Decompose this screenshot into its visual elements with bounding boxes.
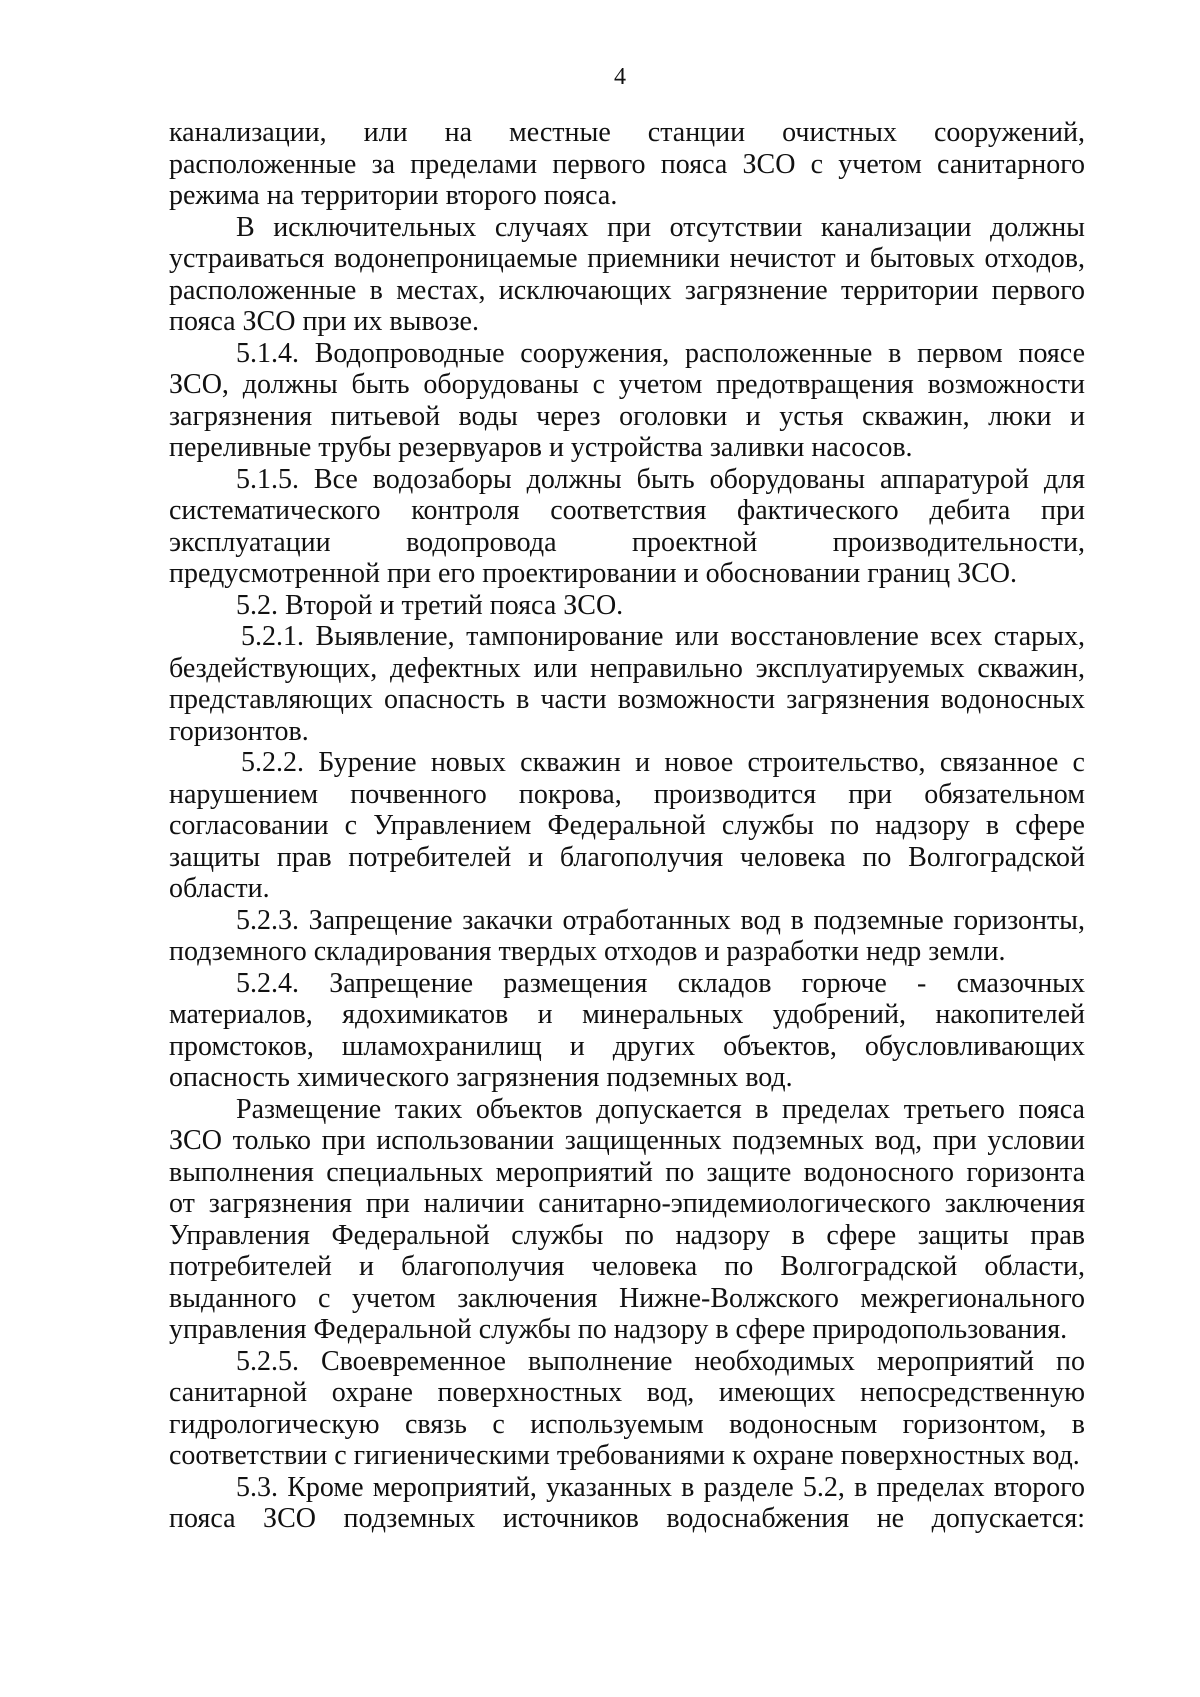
- document-body: [169, 117, 1085, 1535]
- paragraph-5-3: 5.3. Кроме мероприятий, указанных в разделе 5.2, в пределах второго пояса ЗСО подземных источников водоснабжения не допускается:: [169, 1471, 1085, 1534]
- paragraph-5-1-4: 5.1.4. Водопроводные сооружения, расположенные в первом поясе ЗСО, должны быть оборудованы с учетом предотвращения возможности загрязнения питьевой воды через оголовки и устья скважин, люки и переливные трубы резервуаров и устройства заливки насосов.: [169, 337, 1085, 463]
- paragraph-5-1-5: 5.1.5. Все водозаборы должны быть оборудованы аппаратурой для систематического контроля соответствия фактического дебита при эксплуатации водопровода проектной производительности, предусмотренной при его проектировании и обосновании границ ЗСО.: [169, 463, 1085, 589]
- paragraph-5-2-3: 5.2.3. Запрещение закачки отработанных вод в подземные горизонты, подземного складирования твердых отходов и разработки недр земли.: [169, 904, 1085, 967]
- paragraph-placement-conditions: Размещение таких объектов допускается в пределах третьего пояса ЗСО только при использовании защищенных подземных вод, при условии выполнения специальных мероприятий по защите водоносного горизонта от загрязнения при наличии санитарно-эпидемиологического заключения Управления Федеральной службы по надзору в сфере защиты прав потребителей и благополучия человека по Волгоградской области, выданного с учетом заключения Нижне-Волжского межрегионального управления Федеральной службы по надзору в сфере природопользования.: [169, 1093, 1085, 1345]
- paragraph-5-2-1: 5.2.1. Выявление, тампонирование или восстановление всех старых, бездействующих, дефектных или неправильно эксплуатируемых скважин, представляющих опасность в части возможности загрязнения водоносных горизонтов.: [169, 621, 1085, 747]
- paragraph-5-2-2: 5.2.2. Бурение новых скважин и новое строительство, связанное с нарушением почвенного покрова, производится при обязательном согласовании с Управлением Федеральной службы по надзору в сфере защиты прав потребителей и благополучия человека по Волгоградской области.: [169, 747, 1085, 904]
- paragraph-sewerage-continuation: канализации, или на местные станции очистных сооружений, расположенные за пределами первого пояса ЗСО с учетом санитарного режима на территории второго пояса.: [169, 117, 1085, 211]
- page-number: 4: [614, 64, 626, 90]
- section-heading-5-2: 5.2. Второй и третий пояса ЗСО.: [236, 589, 624, 621]
- paragraph-exceptional-cases: В исключительных случаях при отсутствии канализации должны устраиваться водонепроницаемые приемники нечистот и бытовых отходов, расположенные в местах, исключающих загрязнение территории первого пояса ЗСО при их вывозе.: [169, 211, 1085, 337]
- paragraph-5-2-4: 5.2.4. Запрещение размещения складов горюче - смазочных материалов, ядохимикатов и минеральных удобрений, накопителей промстоков, шламохранилищ и других объектов, обусловливающих опасность химического загрязнения подземных вод.: [169, 967, 1085, 1093]
- paragraph-5-2-5: 5.2.5. Своевременное выполнение необходимых мероприятий по санитарной охране поверхностных вод, имеющих непосредственную гидрологическую связь с используемым водоносным горизонтом, в соответствии с гигиеническими требованиями к охране поверхностных вод.: [169, 1345, 1085, 1471]
